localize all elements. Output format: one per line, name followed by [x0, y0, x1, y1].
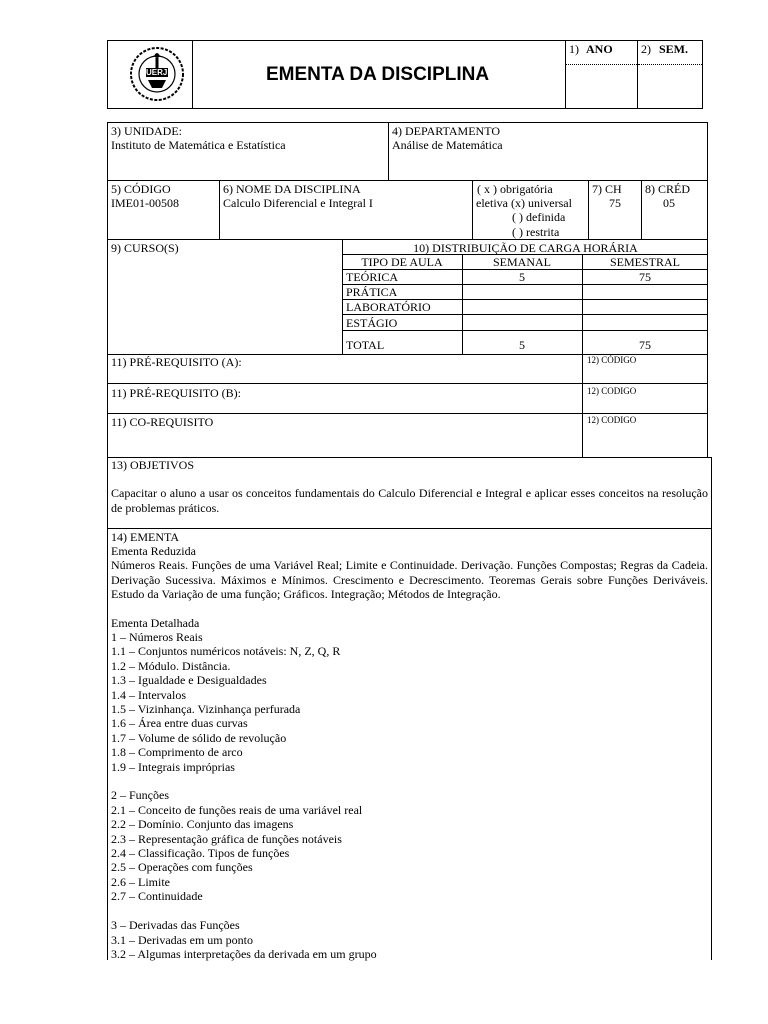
carga-header-semanal: SEMANAL: [492, 255, 551, 269]
header-divider-3: [637, 40, 638, 109]
objetivos-label: 13) OBJETIVOS: [111, 458, 194, 472]
ementa-reduzida-title: Ementa Reduzida: [111, 544, 196, 558]
list-item: 2.1 – Conceito de funções reais de uma variável real: [111, 802, 363, 817]
list-item: 1.7 – Volume de sólido de revolução: [111, 730, 287, 745]
row2-div-2: [472, 180, 473, 239]
ano-dotted-line: [566, 64, 637, 65]
carga-row-pratica: PRÁTICA: [346, 285, 398, 299]
page-title: EMENTA DA DISCIPLINA: [266, 64, 490, 85]
list-item: 1.8 – Comprimento de arco: [111, 745, 243, 760]
prereq-a-code-label: 12) CÓDIGO: [587, 355, 637, 365]
carga-row-estagio: ESTÁGIO: [346, 316, 398, 330]
prereq-a-label: 11) PRÉ-REQUISITO (A):: [111, 355, 242, 369]
list-item: 1.3 – Igualdade e Desigualdades: [111, 673, 267, 688]
codigo-value: IME01-00508: [111, 196, 179, 210]
logo-text: UERJ: [146, 68, 168, 77]
carga-header-tipo: TIPO DE AULA: [361, 255, 443, 269]
list-item: 1.1 – Conjuntos numéricos notáveis: N, Z, Q, R: [111, 644, 341, 659]
prereq-b-top: [107, 383, 708, 384]
list-item: 2.2 – Domínio. Conjunto das imagens: [111, 817, 294, 832]
coreq-code-label: 12) CODIGO: [587, 415, 637, 425]
ementa-detalhada-list: [111, 630, 701, 961]
unidade-label: 3) UNIDADE:: [111, 124, 182, 138]
ch-value: 75: [609, 196, 621, 210]
nome-label: 6) NOME DA DISCIPLINA: [223, 182, 361, 196]
list-item: 1.6 – Área entre duas curvas: [111, 716, 248, 731]
list-item: 2.7 – Continuidade: [111, 889, 203, 904]
list-item: 1.9 – Integrais impróprias: [111, 759, 235, 774]
list-item: 1.2 – Módulo. Distância.: [111, 658, 231, 673]
ch-label: 7) CH: [592, 182, 622, 196]
header-divider-2: [565, 40, 566, 109]
carga-teorica-semestral: 75: [639, 270, 651, 284]
cred-value: 05: [663, 196, 675, 210]
list-item: 2.5 – Operações com funções: [111, 860, 253, 875]
departamento-value: Análise de Matemática: [392, 138, 503, 152]
objetivos-text: Capacitar o aluno a usar os conceitos fundamentais do Calculo Diferencial e Integral e aplicar esses conceitos na resolução de problemas práticos.: [111, 486, 708, 515]
sem-label: SEM.: [659, 42, 689, 56]
tipo-restrita: ( ) restrita: [512, 225, 560, 239]
tipo-definida: ( ) definida: [512, 210, 566, 224]
form-grid: [107, 122, 708, 458]
list-item: 2.6 – Limite: [111, 874, 170, 889]
unidade-value: Instituto de Matemática e Estatística: [111, 138, 286, 152]
list-item: 2.3 – Representação gráfica de funções notáveis: [111, 831, 342, 846]
list-spacer: [111, 774, 701, 788]
list-spacer: [111, 904, 701, 918]
departamento-label: 4) DEPARTAMENTO: [392, 124, 500, 138]
header-divider-1: [192, 40, 193, 109]
nome-value: Calculo Diferencial e Integral I: [223, 196, 373, 210]
ementa-detalhada-title: Ementa Detalhada: [111, 616, 200, 630]
list-item: 1 – Números Reais: [111, 630, 203, 644]
list-item: 1.5 – Vizinhança. Vizinhança perfurada: [111, 702, 301, 717]
cred-label: 8) CRÉD: [645, 182, 690, 196]
list-item: 3.2 – Algumas interpretações da derivada em um grupo: [111, 946, 377, 961]
carga-header-semestral: SEMESTRAL: [609, 255, 680, 269]
prereq-b-code-label: 12) CODIGO: [587, 386, 637, 396]
carga-row-laboratorio: LABORATÓRIO: [346, 300, 431, 314]
list-item: 2.4 – Classificação. Tipos de funções: [111, 846, 290, 861]
carga-line-5: [342, 314, 708, 315]
ementa-label: 14) EMENTA: [111, 530, 180, 544]
ementa-reduzida-text: Números Reais. Funções de uma Variável Real; Limite e Continuidade. Derivação. Funções Compostas; Regras da Cadeia. Derivação Sucessiva. Máximos e Mínimos. Crescimento e Decrescimento. Teoremas Gerais sobre Funções Deriváveis. Estudo da Variação de uma função; Gráficos. Integração; Métodos de Integração.: [111, 558, 708, 601]
carga-total-semanal: 5: [519, 338, 525, 352]
codigo-label: 5) CÓDIGO: [111, 182, 171, 196]
list-item: 2 – Funções: [111, 788, 169, 803]
ano-number: 1): [569, 42, 579, 56]
carga-title: 10) DISTRIBUIÇÃO DE CARGA HORÁRIA: [413, 241, 638, 255]
prereq-b-label: 11) PRÉ-REQUISITO (B):: [111, 386, 241, 400]
carga-line-6: [342, 330, 708, 331]
carga-teorica-semanal: 5: [519, 270, 525, 284]
sem-number: 2): [641, 42, 651, 56]
uerj-logo: [128, 44, 186, 104]
row1-bottom: [107, 180, 708, 181]
carga-total-semestral: 75: [639, 338, 651, 352]
list-item: 3 – Derivadas das Funções: [111, 918, 240, 933]
list-item: 1.4 – Intervalos: [111, 687, 186, 702]
sem-dotted-line: [638, 64, 702, 65]
coreq-label: 11) CO-REQUISITO: [111, 415, 214, 429]
curso-label: 9) CURSO(S): [111, 241, 179, 255]
tipo-obrigatoria: ( x ) obrigatória: [477, 182, 553, 196]
carga-row-teorica: TEÓRICA: [346, 270, 398, 284]
row2-div-3: [588, 180, 589, 239]
carga-row-total: TOTAL: [346, 338, 385, 352]
row2-div-4: [641, 180, 642, 239]
row1-divider: [388, 122, 389, 180]
row2-div-1: [219, 180, 220, 239]
coreq-top: [107, 413, 708, 414]
list-item: 3.1 – Derivadas em um ponto: [111, 932, 253, 947]
codigo-col-divider: [582, 354, 583, 458]
row2-bottom: [107, 239, 708, 240]
ano-label: ANO: [586, 42, 613, 56]
tipo-eletiva: eletiva (x) universal: [476, 196, 572, 210]
